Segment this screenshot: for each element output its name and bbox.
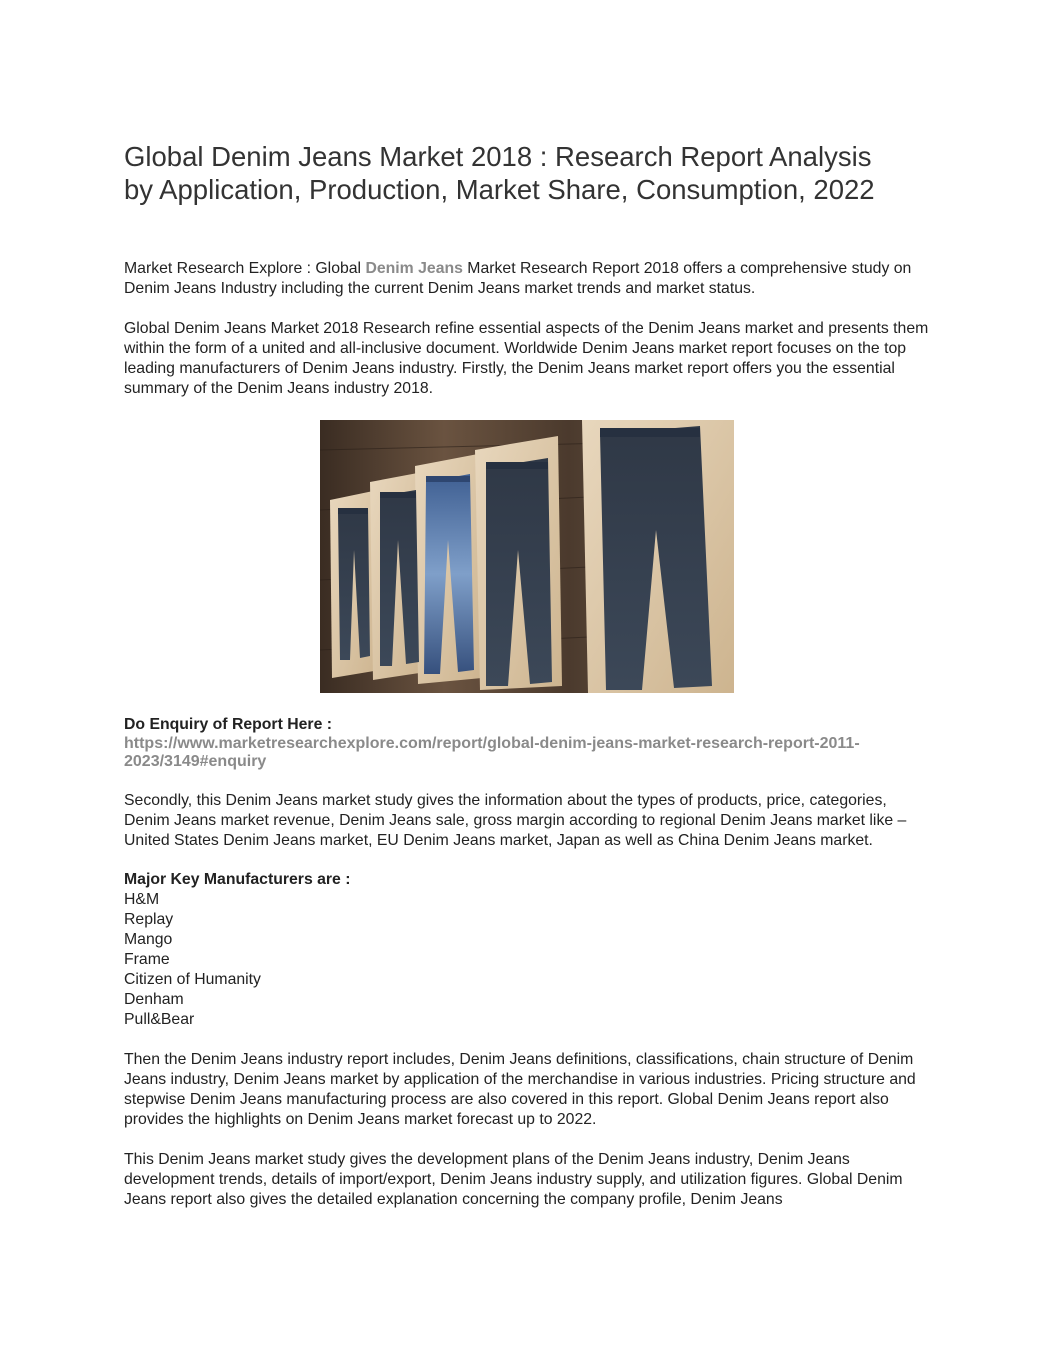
- paragraph-overview: Global Denim Jeans Market 2018 Research refine essential aspects of the Denim Jeans market and presents them within the form of a united and all-inclusive document. Worldwide Denim Jeans market report focuses on the top leading manufacturers of Denim Jeans industry. Firstly, the Denim Jeans market report offers you the essential summary of the Denim Jeans industry 2018.: [124, 320, 929, 397]
- list-item: Replay: [124, 911, 174, 928]
- intro-suffix: Market Research Report 2018 offers a comprehensive study on Denim Jeans Industry including the current Denim Jeans market trends and market status.: [124, 260, 912, 297]
- enquiry-section: [124, 715, 936, 771]
- list-item: Mango: [124, 931, 173, 948]
- paragraph-development-plans: This Denim Jeans market study gives the development plans of the Denim Jeans industry, Denim Jeans development trends, details of import/export, Denim Jeans industry supply, and utilization figures. Global Denim Jeans report also gives the detailed explanation concerning the company profile, Denim Jeans: [124, 1151, 903, 1208]
- paragraph-market-study: Secondly, this Denim Jeans market study gives the information about the types of products, price, categories, Denim Jeans market revenue, Denim Jeans sale, gross margin according to regional Denim Jeans market like – United States Denim Jeans market, EU Denim Jeans market, Japan as well as China Denim Jeans market.: [124, 792, 907, 849]
- list-item: Frame: [124, 951, 170, 968]
- manufacturers-heading: Major Key Manufacturers are :: [124, 871, 351, 888]
- manufacturers-list: [124, 890, 936, 1030]
- denim-jeans-photo: [320, 420, 734, 693]
- intro-paragraph: [124, 259, 936, 299]
- enquiry-url-line-1[interactable]: https://www.marketresearchexplore.com/report/global-denim-jeans-market-research-report-2011-: [124, 735, 860, 752]
- list-item: Pull&Bear: [124, 1011, 195, 1028]
- enquiry-link[interactable]: [124, 735, 936, 771]
- manufacturers-section: [124, 870, 936, 1030]
- paragraph-industry-report: Then the Denim Jeans industry report includes, Denim Jeans definitions, classifications, chain structure of Denim Jeans industry, Denim Jeans market by application of the merchandise in various industries. Pricing structure and stepwise Denim Jeans manufacturing process are also covered in this report. Global Denim Jeans report also provides the highlights on Denim Jeans market forecast up to 2022.: [124, 1051, 916, 1128]
- title-line-1: Global Denim Jeans Market 2018 : Research Report Analysis: [124, 141, 872, 172]
- intro-prefix: Market Research Explore : Global: [124, 260, 366, 277]
- enquiry-label: Do Enquiry of Report Here :: [124, 716, 333, 733]
- page-title: [124, 140, 936, 206]
- enquiry-url-line-2[interactable]: 2023/3149#enquiry: [124, 753, 267, 770]
- document-page: [124, 140, 936, 1210]
- list-item: Denham: [124, 991, 184, 1008]
- keyword-denim-jeans: Denim Jeans: [365, 260, 463, 277]
- title-line-2: by Application, Production, Market Share, Consumption, 2022: [124, 174, 875, 205]
- list-item: H&M: [124, 891, 160, 908]
- list-item: Citizen of Humanity: [124, 971, 261, 988]
